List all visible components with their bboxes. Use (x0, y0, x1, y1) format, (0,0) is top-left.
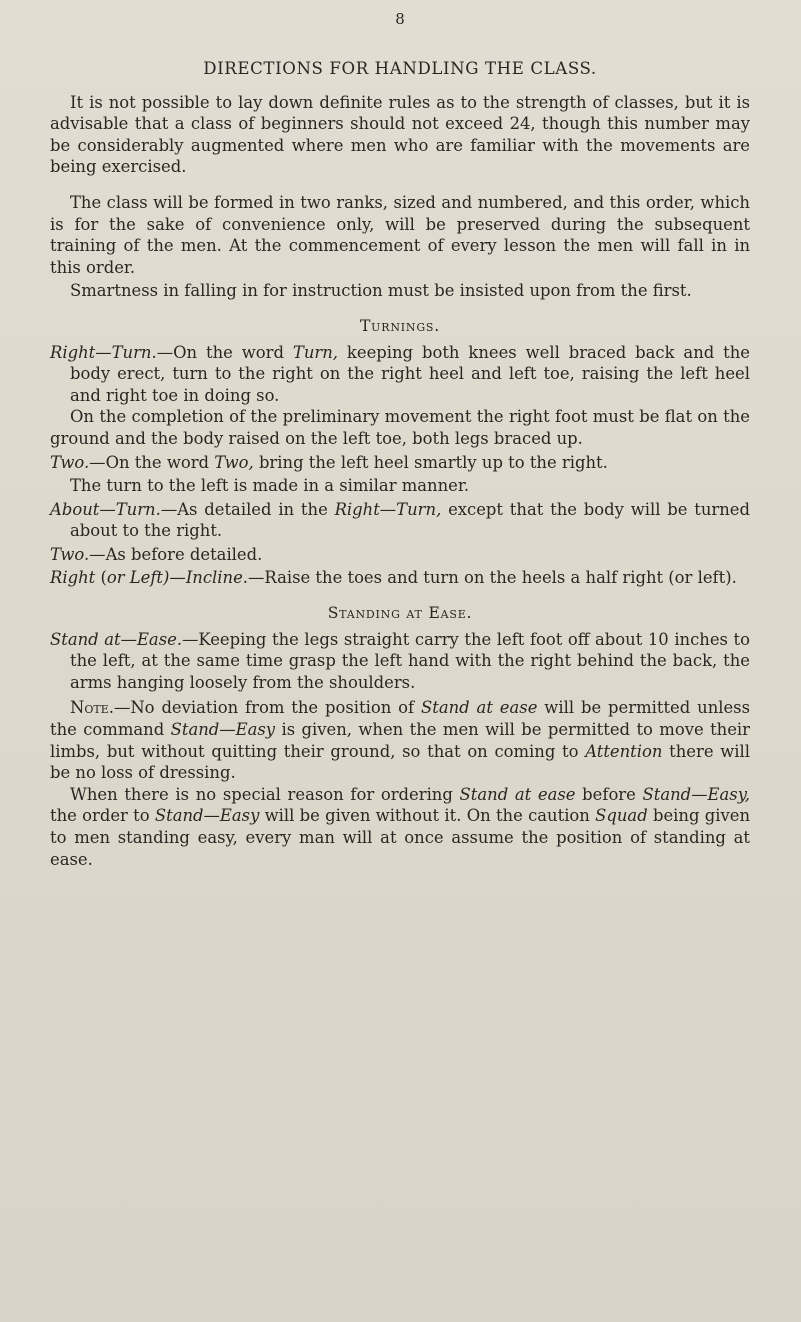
intro-paragraph-3: Smartness in falling in for instruction must be insisted upon from the first. (70, 281, 692, 301)
page-number: 8 (395, 10, 406, 28)
note-ref-attention: Attention (585, 741, 663, 761)
two-text-b: bring the left heel smartly up to the right. (253, 452, 608, 472)
about-turn-text-a: —As detailed in the (160, 499, 335, 519)
when-paragraph (50, 784, 750, 870)
right-turn-label: Right—Turn. (50, 342, 157, 362)
right-turn-text-a: —On the word (156, 342, 293, 362)
when-text-a: When there is no special reason for ordering (70, 784, 460, 804)
about-turn-paragraph (50, 499, 750, 542)
when-ref-stand-easy: Stand—Easy, (642, 784, 750, 804)
intro-paragraph-1: It is not possible to lay down definite rules as to the strength of classes, but it is advisable that a class of beginners should not exceed 24, though this number may be considerably augmented where men who are familiar with the movements are being exercised. (50, 92, 750, 177)
right-turn-paragraph (50, 342, 750, 407)
section-heading-standing: Standing at Ease. (327, 604, 473, 623)
when-ref-stand-easy-2: Stand—Easy (154, 806, 260, 826)
incline-text: —Raise the toes and turn on the heels a half right (or left). (247, 568, 737, 588)
intro-paragraph-2: The class will be formed in two ranks, sized and numbered, and this order, which is for the sake of convenience only, will be preserved during the subsequent training of the men. At the commencement of every lesson the men will fall in in this order. (50, 192, 750, 277)
incline-label-or: (or (100, 568, 125, 588)
completion-paragraph: On the completion of the preliminary movement the right foot must be flat on the ground and the body raised on the left toe, both legs braced up. (50, 407, 750, 448)
note-ref-stand-easy: Stand—Easy (170, 720, 276, 740)
about-turn-label: About—Turn. (50, 499, 161, 519)
two-label: Two. (50, 452, 90, 472)
right-turn-word: Turn, (292, 342, 339, 362)
incline-label-right: Right (50, 568, 96, 588)
incline-label-or-word: or (106, 568, 125, 588)
stand-at-ease-paragraph (50, 629, 750, 694)
note-text-d: there will be no loss of dressing. (50, 741, 750, 783)
when-ref-stand-at-ease: Stand at ease (459, 784, 576, 804)
left-turn-paragraph: The turn to the left is made in a similar manner. (70, 476, 470, 496)
about-turn-text-b: except that the body will be turned about to the right. (70, 499, 750, 541)
incline-label-left: Left) (129, 568, 170, 588)
stand-at-ease-text: —Keeping the legs straight carry the left foot off about 10 inches to the left, at the same time grasp the left hand with the right behind the back, the arms hanging loosely from the shoulders. (70, 629, 750, 692)
right-turn-text-b: keeping both knees well braced back and the body erect, turn to the right on the right heel and left toe, raising the left heel and right toe in doing so. (70, 342, 750, 405)
note-text-c: is given, when the men will be permitted to move their limbs, but without quitting their ground, so that on coming to (50, 720, 751, 761)
when-text-b: before (575, 784, 643, 804)
note-text-b: will be permitted unless the command (50, 698, 751, 740)
about-turn-ref: Right—Turn, (334, 499, 442, 519)
section-heading-turnings: Turnings. (359, 316, 441, 335)
note-text-a: —No deviation from the position of (113, 698, 422, 718)
two-word: Two, (214, 452, 254, 472)
two-again-paragraph (50, 544, 750, 566)
page-content (50, 58, 750, 870)
incline-label-incline: —Incline. (169, 568, 248, 588)
when-ref-squad: Squad (595, 806, 648, 826)
two-paragraph (50, 452, 750, 474)
when-text-e: being given to men standing easy, every man will at once assume the position of standing at ease. (50, 806, 751, 869)
when-text-c: the order to (50, 806, 155, 826)
when-text-d: will be given without it. On the caution (259, 806, 596, 826)
note-label: Note. (70, 698, 114, 718)
two-text-a: —On the word (89, 452, 215, 472)
page-title: DIRECTIONS FOR HANDLING THE CLASS. (203, 59, 597, 78)
incline-paragraph (50, 567, 750, 589)
note-ref-stand-at-ease: Stand at ease (421, 698, 538, 718)
note-paragraph (50, 697, 750, 783)
two-again-text: —As before detailed. (89, 544, 263, 564)
stand-at-ease-label: Stand at—Ease. (50, 629, 183, 649)
two-again-label: Two. (50, 544, 90, 564)
